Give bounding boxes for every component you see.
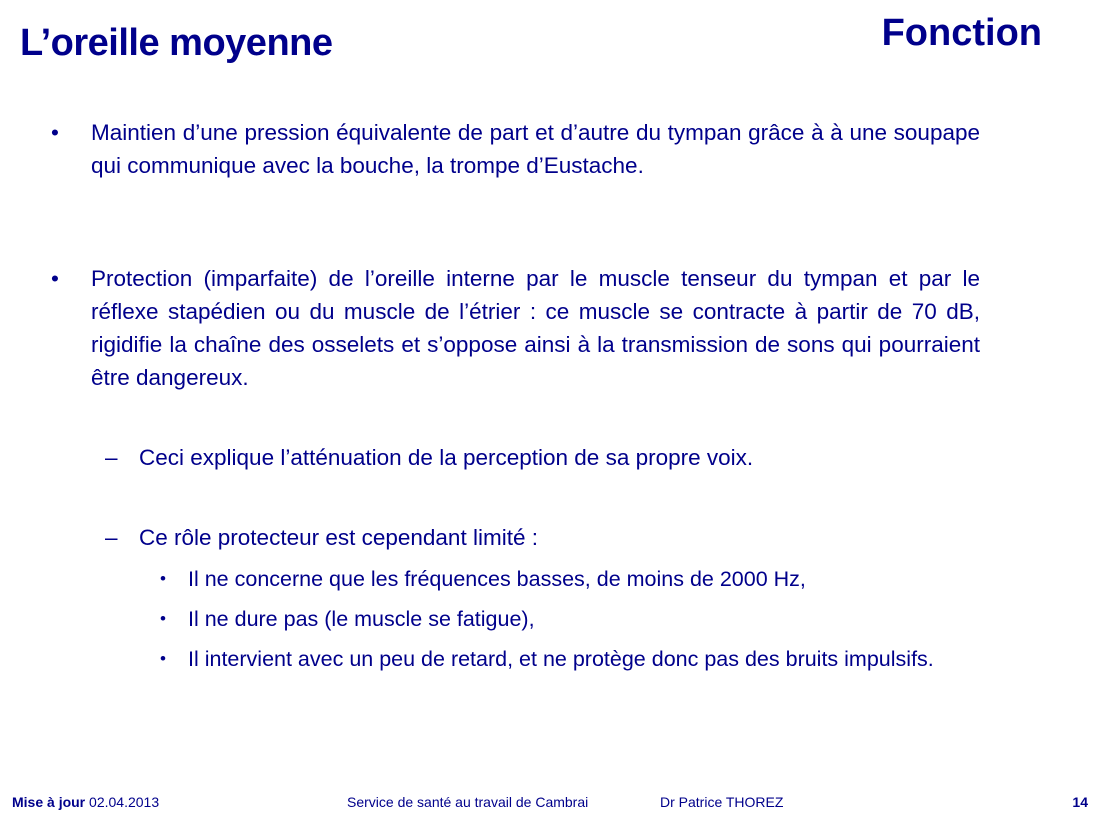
sub-bullet-item [160,603,980,635]
footer-service: Service de santé au travail de Cambrai [347,794,589,810]
footer-date-label: Mise à jour [12,794,86,810]
slide-title: L’oreille moyenne [20,22,333,64]
dash-text: Ce rôle protecteur est cependant limité : [139,525,538,550]
bullet-marker: • [51,266,59,291]
section-heading: Fonction [881,12,1042,54]
page-number: 14 [1072,794,1088,810]
sub-bullet-item [160,563,980,595]
bullet-marker: • [51,120,59,145]
footer-date-value: 02.04.2013 [89,794,160,810]
dash-marker: – [105,445,118,470]
footer-author: Dr Patrice THOREZ [660,794,784,810]
sub-bullet-marker: • [160,649,166,668]
sub-bullet-marker: • [160,609,166,628]
sub-bullet-text: Il ne dure pas (le muscle se fatigue), [188,607,535,631]
bullet-item [51,262,980,394]
sub-bullet-text: Il ne concerne que les fréquences basses, de moins de 2000 Hz, [188,567,806,591]
sub-bullet-text: Il intervient avec un peu de retard, et ne protège donc pas des bruits impulsifs. [188,647,934,671]
dash-text: Ceci explique l’atténuation de la perception de sa propre voix. [139,445,754,470]
bullet-item [51,116,980,182]
footer-update-date [12,794,159,810]
sub-bullet-marker: • [160,569,166,588]
sub-bullet-item [160,643,980,675]
bullet-text: Protection (imparfaite) de l’oreille interne par le muscle tenseur du tympan et par le réflexe stapédien ou du muscle de l’étrier : ce muscle se contracte à partir de 70 dB, rigidifie la chaîne des osselets et s’oppose ainsi à la transmission de sons qui pourraient être dangereux. [91,266,980,390]
dash-item [105,521,980,554]
bullet-text: Maintien d’une pression équivalente de part et d’autre du tympan grâce à à une soupape qui communique avec la bouche, la trompe d’Eustache. [91,120,980,178]
dash-marker: – [105,525,118,550]
dash-item [105,441,980,474]
